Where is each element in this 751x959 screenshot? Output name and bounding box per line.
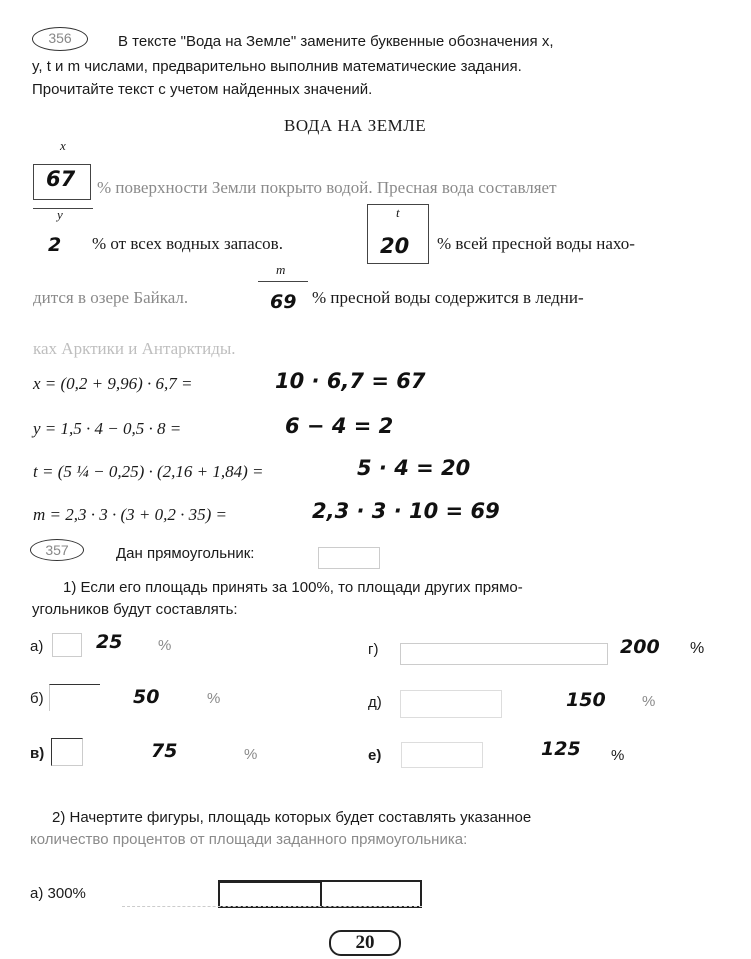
equation-y-work: 6 − 4 = 2 [285,414,394,438]
text-title: ВОДА НА ЗЕМЛЕ [284,116,427,135]
text-part-3: % всей пресной воды нахо- [437,234,635,253]
item-v-value: 75 [151,740,178,762]
item-v-unit: % [244,746,258,763]
text-part-1: % поверхности Земли покрыто водой. Пресная вода составляет [97,178,557,197]
drawn-rect-right [320,880,422,908]
item-d-unit: % [642,693,656,710]
item-e-rect [401,742,483,768]
item-b-label: б) [30,690,44,707]
item-a-unit: % [158,637,172,654]
instruction-line-2: y, t и m числами, предварительно выполнив математические задания. [32,58,522,75]
task-number-356: 356 [32,27,88,51]
page-number: 20 [329,930,401,956]
equation-x: x = (0,2 + 9,96) · 6,7 = [33,374,193,393]
item-v-rect [51,738,83,766]
answer-m: 69 [270,291,297,313]
text-part-4: дится в озере Байкал. [33,288,189,307]
item-d-value: 150 [566,689,606,711]
item-g-unit: % [690,640,705,657]
item-a-label: а) [30,638,44,655]
given-rectangle [318,547,380,569]
text-part-2: % от всех водных запасов. [92,234,283,253]
q1-line-2: угольников будут составлять: [32,601,238,618]
instruction-line-3: Прочитайте текст с учетом найденных значений. [32,81,373,98]
item-e-value: 125 [541,738,581,760]
equation-m-work: 2,3 · 3 · 10 = 69 [312,499,500,523]
drawn-baseline [122,906,422,907]
answer-x: 67 [46,167,76,191]
item-a-rect [52,633,82,657]
drawn-rect-left [218,880,322,908]
item-g-label: г) [368,641,379,658]
item-e-unit: % [611,747,625,764]
equation-t-work: 5 · 4 = 20 [357,456,471,480]
q2-line-1: 2) Начертите фигуры, площадь которых будет составлять указанное [52,809,532,826]
task-number-357: 357 [30,539,84,561]
item-e-label: е) [368,747,382,764]
text-part-5: % пресной воды содержится в ледни- [312,288,584,307]
item-a-value: 25 [96,631,123,653]
item-g-rect [400,643,608,665]
item-b-unit: % [207,690,221,707]
item-d-label: д) [368,694,382,711]
q2-line-2: количество процентов от площади заданного прямоугольника: [30,831,468,848]
fraction-line-y [33,208,93,209]
answer-y: 2 [48,234,62,256]
equation-m: m = 2,3 · 3 · (3 + 0,2 · 35) = [33,505,228,524]
item-b-rect [49,684,100,711]
q2-item-a: а) 300% [30,885,86,902]
q1-line-1: 1) Если его площадь принять за 100%, то площади других прямо- [63,579,523,596]
item-b-value: 50 [133,686,160,708]
item-v-label: в) [30,745,45,762]
answer-t: 20 [380,234,410,258]
item-d-rect [400,690,502,718]
var-y-label: y [57,207,63,222]
text-part-6: ках Арктики и Антарктиды. [33,339,236,358]
fraction-line-m [258,281,308,282]
var-t-label: t [396,205,400,220]
instruction-line-1: В тексте "Вода на Земле" замените буквенные обозначения x, [118,33,554,50]
equation-y: y = 1,5 · 4 − 0,5 · 8 = [33,419,182,438]
var-x-label: x [60,138,66,153]
task2-intro: Дан прямоугольник: [116,545,255,562]
equation-t: t = (5 ¼ − 0,25) · (2,16 + 1,84) = [33,462,264,481]
item-g-value: 200 [620,636,660,658]
var-m-label: m [276,262,286,277]
equation-x-work: 10 · 6,7 = 67 [275,369,426,393]
